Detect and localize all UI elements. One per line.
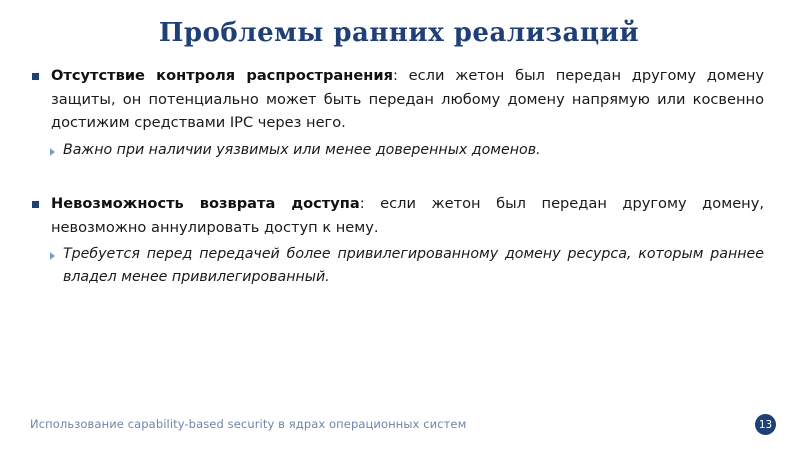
spacer xyxy=(26,162,764,192)
bullet-triangle-icon xyxy=(50,148,55,156)
bullet-lead: Отсутствие контроля распространения xyxy=(51,67,393,84)
bullet-triangle-icon xyxy=(50,252,55,260)
bullet-text xyxy=(51,64,764,135)
list-item xyxy=(26,139,764,162)
list-item xyxy=(26,243,764,289)
bullet-lead: Невозможность возврата доступа xyxy=(51,194,360,212)
bullet-rest: : если жетон был передан другому домену защиты, он потенциально может быть передан любому домену напрямую или косвенно достижим средствами IPC через него. xyxy=(51,67,764,132)
bullet-text xyxy=(51,192,764,239)
page-title: Проблемы ранних реализаций xyxy=(158,18,640,48)
subbullet-text: Требуется перед передачей более привилегированному домену ресурса, которым раннее владел менее привилегированный. xyxy=(63,246,764,286)
bullet-square-icon xyxy=(32,73,39,80)
list-item xyxy=(26,64,764,135)
slide-body xyxy=(0,64,798,289)
subbullet-text: Важно при наличии уязвимых или менее доверенных доменов. xyxy=(63,141,541,158)
bullet-rest: : если жетон был передан другому домену, невозможно аннулировать доступ к нему. xyxy=(51,194,764,236)
bullet-square-icon xyxy=(32,201,39,208)
slide-footer: Использование capability-based security в ядрах операционных систем xyxy=(30,417,467,431)
list-item xyxy=(26,192,764,239)
page-number-badge: 13 xyxy=(755,414,776,435)
